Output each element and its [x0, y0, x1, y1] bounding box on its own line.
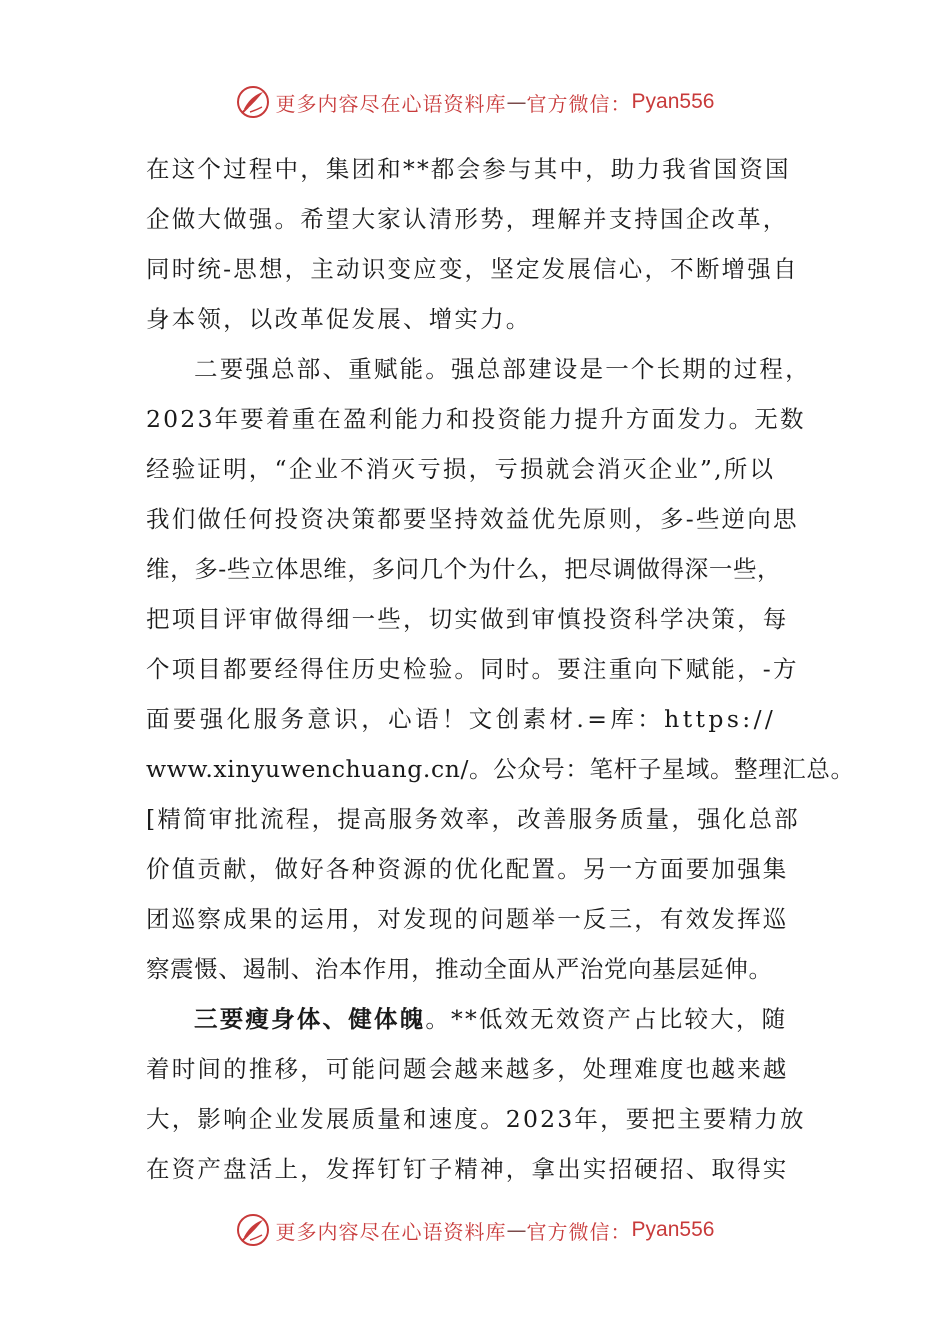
text-line: www.xinyuwenchuang.cn/。公众号：笔杆子星域。整理汇总。 [146, 755, 855, 783]
banner-wechat-id: Pyan556 [631, 1218, 715, 1241]
text-line: 在这个过程中，集团和**都会参与其中，助力我省国资国 [146, 155, 791, 183]
quill-logo-icon [236, 1213, 270, 1247]
banner-dash: — [506, 1218, 527, 1242]
text-line: 同时统-思想，主动识变应变，坚定发展信心，不断增强自 [146, 255, 799, 283]
text-line: 在资产盘活上，发挥钉钉子精神，拿出实招硬招、取得实 [146, 1155, 789, 1183]
text-line: 价值贡献，做好各种资源的优化配置。另一方面要加强集 [146, 855, 789, 883]
text-line: 大，影响企业发展质量和速度。2023年，要把主要精力放 [146, 1105, 806, 1133]
footer-banner [0, 1210, 950, 1250]
text-line: [精简审批流程，提高服务效率，改善服务质量，强化总部 [146, 805, 800, 833]
banner-wechat-label: 官方微信： [526, 1219, 632, 1244]
document-body [146, 144, 855, 1194]
banner-dash: — [506, 90, 527, 114]
text-line: 身本领，以改革促发展、增实力。 [146, 305, 532, 333]
text-line: 企做大做强。希望大家认清形势，理解并支持国企改革， [146, 205, 789, 233]
banner-site-text: 更多内容尽在心语资料库 [275, 1219, 507, 1244]
header-banner [0, 82, 950, 122]
text-line: 我们做任何投资决策都要坚持效益优先原则，多-些逆向思 [146, 505, 799, 533]
banner-wechat-label: 官方微信： [526, 91, 632, 116]
text-line: 2023年要着重在盈利能力和投资能力提升方面发力。无数 [146, 405, 806, 433]
paragraph-3-text: 。**低效无效资产占比较大，随 [425, 1005, 788, 1033]
text-line: 维，多-些立体思维，多问几个为什么，把尽调做得深一些， [146, 555, 782, 583]
text-line: 面要强化服务意识，心语！文创素材.=库：https:// [146, 705, 777, 733]
text-line: 经验证明，“企业不消灭亏损，亏损就会消灭企业”,所以 [146, 455, 776, 483]
text-line: 着时间的推移，可能问题会越来越多，处理难度也越来越 [146, 1055, 789, 1083]
quill-logo-icon [236, 85, 270, 119]
text-line: 把项目评审做得细一些，切实做到审慎投资科学决策，每 [146, 605, 789, 633]
text-line: 察震慑、遏制、治本作用，推动全面从严治党向基层延伸。 [146, 955, 773, 983]
banner-wechat-id: Pyan556 [631, 90, 715, 113]
paragraph-3-heading: 三要瘦身体、健体魄 [194, 1005, 426, 1033]
text-line: 个项目都要经得住历史检验。同时。要注重向下赋能，-方 [146, 655, 799, 683]
paragraph-3-start [146, 994, 814, 1044]
text-line: 团巡察成果的运用，对发现的问题举一反三，有效发挥巡 [146, 905, 789, 933]
banner-site-text: 更多内容尽在心语资料库 [275, 91, 507, 116]
paragraph-2-start: 二要强总部、重赋能。强总部建设是一个长期的过程， [194, 355, 811, 383]
